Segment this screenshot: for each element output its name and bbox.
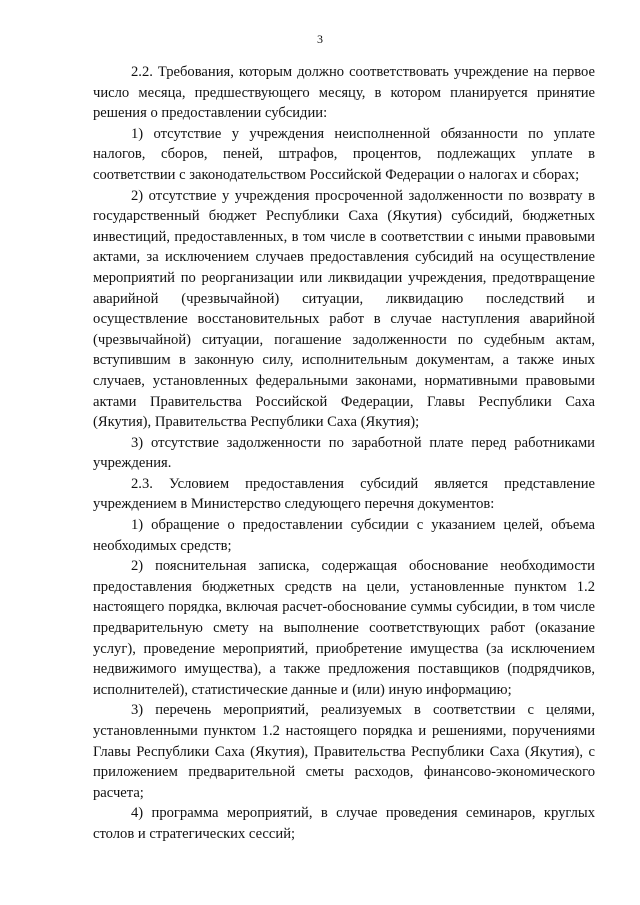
- requirement-item-1: 1) отсутствие у учреждения неисполненной обязанности по уплате налогов, сборов, пеней, штрафов, процентов, подлежащих уплате в соответствии с законодательством Российской Федерации о налогах и сборах;: [93, 125, 595, 183]
- section-2-2-paragraph: 2.2. Требования, которым должно соответствовать учреждение на первое число месяца, предшествующего месяцу, в котором планируется принятие решения о предоставлении субсидии:: [93, 64, 595, 122]
- requirement-item-3: 3) отсутствие задолженности по заработной плате перед работниками учреждения.: [93, 434, 595, 472]
- document-item-3: 3) перечень мероприятий, реализуемых в соответствии с целями, установленными пунктом 1.2 настоящего порядка и решениями, поручениями Главы Республики Саха (Якутия), Правительства Республики Саха (Якутия), с приложением предварительной сметы расходов, финансово-экономического расчета;: [93, 702, 595, 801]
- document-item-2: 2) пояснительная записка, содержащая обоснование необходимости предоставления бюджетных средств на цели, установленные пунктом 1.2 настоящего порядка, включая расчет-обоснование суммы субсидии, в том числе предварительную смету на выполнение соответствующих работ (оказание услуг), проведение мероприятий, приобретение имущества (за исключением недвижимого имущества), а также предложения поставщиков (подрядчиков, исполнителей), статистические данные и (или) иную информацию;: [93, 558, 595, 698]
- document-item-1: 1) обращение о предоставлении субсидии с указанием целей, объема необходимых средств;: [93, 517, 595, 554]
- requirement-item-2: 2) отсутствие у учреждения просроченной задолженности по возврату в государственный бюджет Республики Саха (Якутия) субсидий, бюджетных инвестиций, предоставленных, в том числе в соответствии с иными правовыми актами, за исключением случаев предоставления субсидий на осуществление мероприятий по реорганизации или ликвидации учреждения, предотвращение аварийной (чрезвычайной) ситуации, ликвидацию последствий и осуществление восстановительных работ в случае наступления аварийной (чрезвычайной) ситуации, погашение задолженности по судебным актам, вступившим в законную силу, исполнительным документам, а также иных случаев, установленных федеральными законами, нормативными правовыми актами Правительства Российской Федерации, Главы Республики Саха (Якутия), Правительства Республики Саха (Якутия);: [93, 187, 595, 431]
- page-number: 3: [317, 32, 323, 46]
- section-2-3-paragraph: 2.3. Условием предоставления субсидий является представление учреждением в Министерство следующего перечня документов:: [93, 475, 595, 513]
- document-item-4: 4) программа мероприятий, в случае проведения семинаров, круглых столов и стратегических сессий;: [93, 805, 595, 842]
- document-body: [93, 62, 595, 845]
